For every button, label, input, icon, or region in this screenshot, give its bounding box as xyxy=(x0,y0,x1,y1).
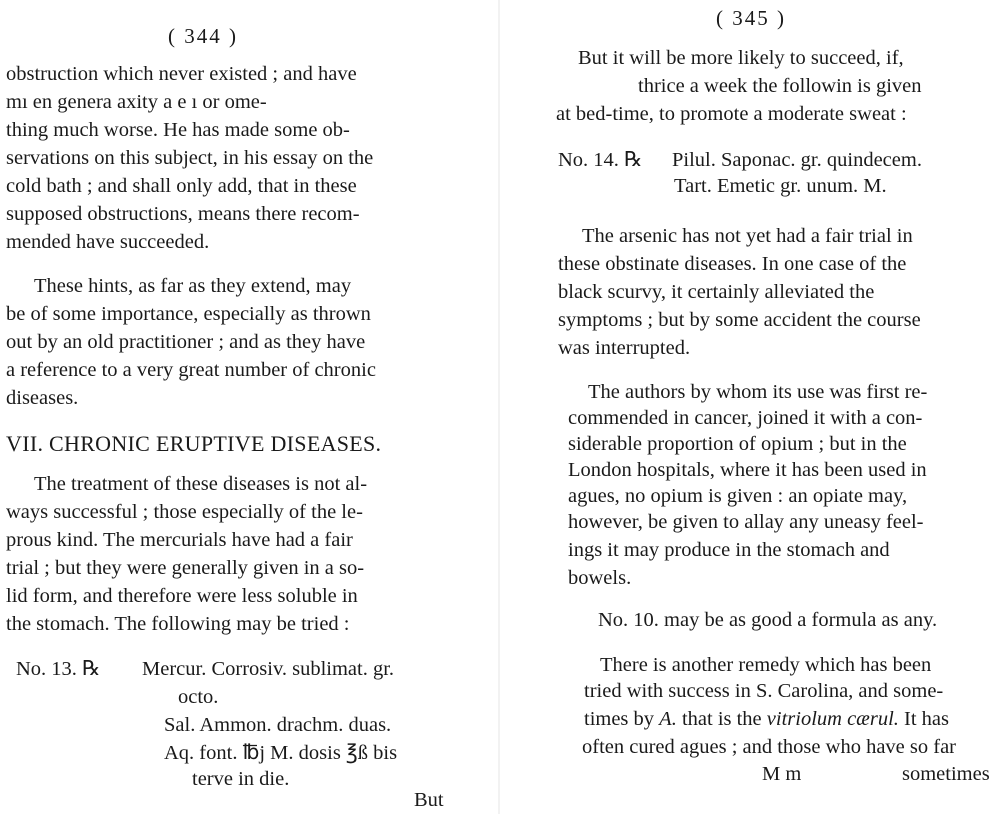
text-line: The arsenic has not yet had a fair trial in xyxy=(582,225,913,247)
text-line: servations on this subject, in his essay on the xyxy=(6,147,374,169)
text-line: symptoms ; but by some accident the course xyxy=(558,309,921,331)
right-page xyxy=(500,0,1000,814)
text-line: mended have succeeded. xyxy=(6,231,210,253)
text-line: bowels. xyxy=(568,567,632,589)
text-line: tried with success in S. Carolina, and some- xyxy=(584,680,944,702)
recipe-line: Pilul. Saponac. gr. quindecem. xyxy=(672,149,922,171)
text-run: It has xyxy=(898,708,950,730)
recipe-line: Tart. Emetic gr. unum. M. xyxy=(674,175,887,197)
text-line: supposed obstructions, means there recom- xyxy=(6,203,360,225)
recipe-label: No. 13. ℞ xyxy=(16,658,101,680)
text-run: that is the xyxy=(676,708,767,730)
text-line: commended in cancer, joined it with a con- xyxy=(568,407,923,429)
text-line: be of some importance, especially as thrown xyxy=(6,303,371,325)
text-line: lid form, and therefore were less soluble in xyxy=(6,585,358,607)
text-line: siderable proportion of opium ; but in the xyxy=(568,433,907,455)
text-line: No. 10. may be as good a formula as any. xyxy=(598,609,938,631)
text-line: ways successful ; those especially of the le- xyxy=(6,501,363,523)
text-line: these obstinate diseases. In one case of the xyxy=(558,253,907,275)
text-line: obstruction which never existed ; and have xyxy=(6,63,357,85)
text-line: was interrupted. xyxy=(558,337,691,359)
text-line: often cured agues ; and those who have so far xyxy=(582,736,956,758)
text-line: agues, no opium is given : an opiate may, xyxy=(568,485,908,507)
text-line: black scurvy, it certainly alleviated the xyxy=(558,281,875,303)
text-run: times by xyxy=(584,708,660,730)
section-heading: VII. CHRONIC ERUPTIVE DISEASES. xyxy=(6,431,382,456)
recipe-line: Sal. Ammon. drachm. duas. xyxy=(164,714,392,736)
recipe-line: terve in die. xyxy=(192,768,290,790)
catchword: But xyxy=(414,789,444,811)
text-line: thrice a week the followin is given xyxy=(638,75,922,97)
text-line: ings it may produce in the stomach and xyxy=(568,539,890,561)
text-line: out by an old practitioner ; and as they have xyxy=(6,331,366,353)
page-number: ( 344 ) xyxy=(168,24,238,48)
text-line: at bed-time, to promote a moderate sweat : xyxy=(556,103,907,125)
text-line: however, be given to allay any uneasy feel- xyxy=(568,511,924,533)
text-line: The treatment of these diseases is not al- xyxy=(34,473,368,495)
text-line: But it will be more likely to succeed, if, xyxy=(578,47,904,69)
text-line: trial ; but they were generally given in a so- xyxy=(6,557,365,579)
catchword: sometimes xyxy=(902,763,990,785)
recipe-label: No. 14. ℞ xyxy=(558,149,643,171)
page-number: ( 345 ) xyxy=(716,6,786,30)
text-line: There is another remedy which has been xyxy=(600,654,932,676)
text-line: cold bath ; and shall only add, that in these xyxy=(6,175,357,197)
text-line: The authors by whom its use was first re- xyxy=(588,381,928,403)
signature-mark: M m xyxy=(762,763,802,785)
recipe-line: octo. xyxy=(178,686,219,708)
text-line: mı en genera axity a e ı or ome- xyxy=(6,91,267,113)
text-line: thing much worse. He has made some ob- xyxy=(6,119,350,141)
text-line: These hints, as far as they extend, may xyxy=(34,275,352,297)
text-line: London hospitals, where it has been used in xyxy=(568,459,927,481)
text-line: the stomach. The following may be tried : xyxy=(6,613,350,635)
text-line: diseases. xyxy=(6,387,79,409)
text-line: a reference to a very great number of chronic xyxy=(6,359,376,381)
italic-text: A. xyxy=(659,708,677,730)
recipe-line: Mercur. Corrosiv. sublimat. gr. xyxy=(142,658,395,680)
text-line: prous kind. The mercurials have had a fair xyxy=(6,529,353,551)
italic-text: vitriolum cærul. xyxy=(766,708,899,730)
text-line xyxy=(584,705,949,733)
recipe-line: Aq. font. ℔j M. dosis ℥ß bis xyxy=(164,742,398,764)
